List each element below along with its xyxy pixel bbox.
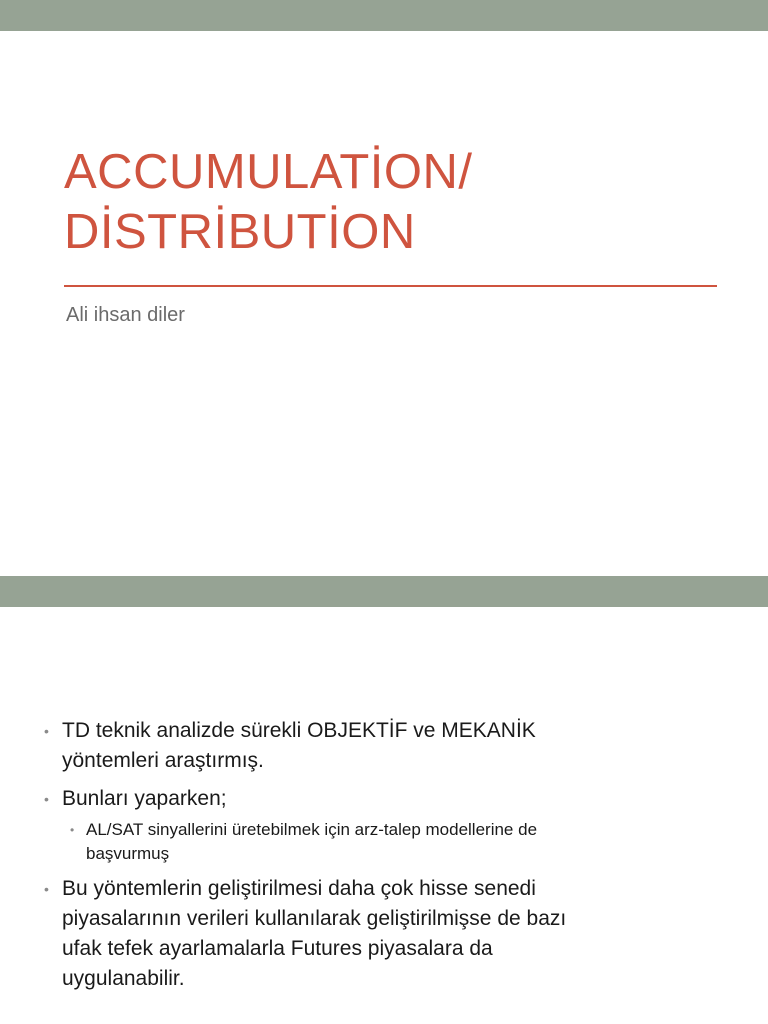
bullet-item-while-doing bbox=[44, 784, 734, 866]
sub-bullet-text-line: başvurmuş bbox=[86, 844, 170, 863]
bullet-item-futures bbox=[44, 874, 734, 994]
sub-bullet-list bbox=[62, 818, 734, 866]
bullet-dot-icon: • bbox=[44, 723, 49, 739]
slide-subtitle: Ali ihsan diler bbox=[66, 304, 185, 326]
content-slide bbox=[0, 576, 768, 1024]
sub-bullet-item-signals bbox=[70, 818, 734, 866]
slide-title: ACCUMULATİON/ DİSTRİBUTİON bbox=[64, 145, 473, 259]
bullet-text-line: Bunları yaparken; bbox=[62, 787, 227, 810]
bullet-item-objective-methods bbox=[44, 716, 734, 776]
slide-top-band bbox=[0, 576, 768, 607]
sub-bullet-dot-icon: • bbox=[70, 823, 75, 837]
bullet-text-line: ufak tefek ayarlamalarla Futures piyasalara da bbox=[62, 937, 493, 960]
slide-top-band bbox=[0, 0, 768, 31]
bullet-dot-icon: • bbox=[44, 881, 49, 897]
bullet-text-line: uygulanabilir. bbox=[62, 967, 185, 990]
bullet-text-line: Bu yöntemlerin geliştirilmesi daha çok hisse senedi bbox=[62, 877, 536, 900]
bullet-text-line: TD teknik analizde sürekli OBJEKTİF ve MEKANİK bbox=[62, 719, 536, 742]
bullet-list bbox=[44, 716, 734, 1002]
title-divider bbox=[64, 285, 717, 287]
bullet-dot-icon: • bbox=[44, 791, 49, 807]
sub-bullet-text-line: AL/SAT sinyallerini üretebilmek için arz-talep modellerine de bbox=[86, 820, 538, 839]
bullet-text-line: piyasalarının verileri kullanılarak geliştirilmişse de bazı bbox=[62, 907, 567, 930]
bullet-text-line: yöntemleri araştırmış. bbox=[62, 749, 264, 772]
